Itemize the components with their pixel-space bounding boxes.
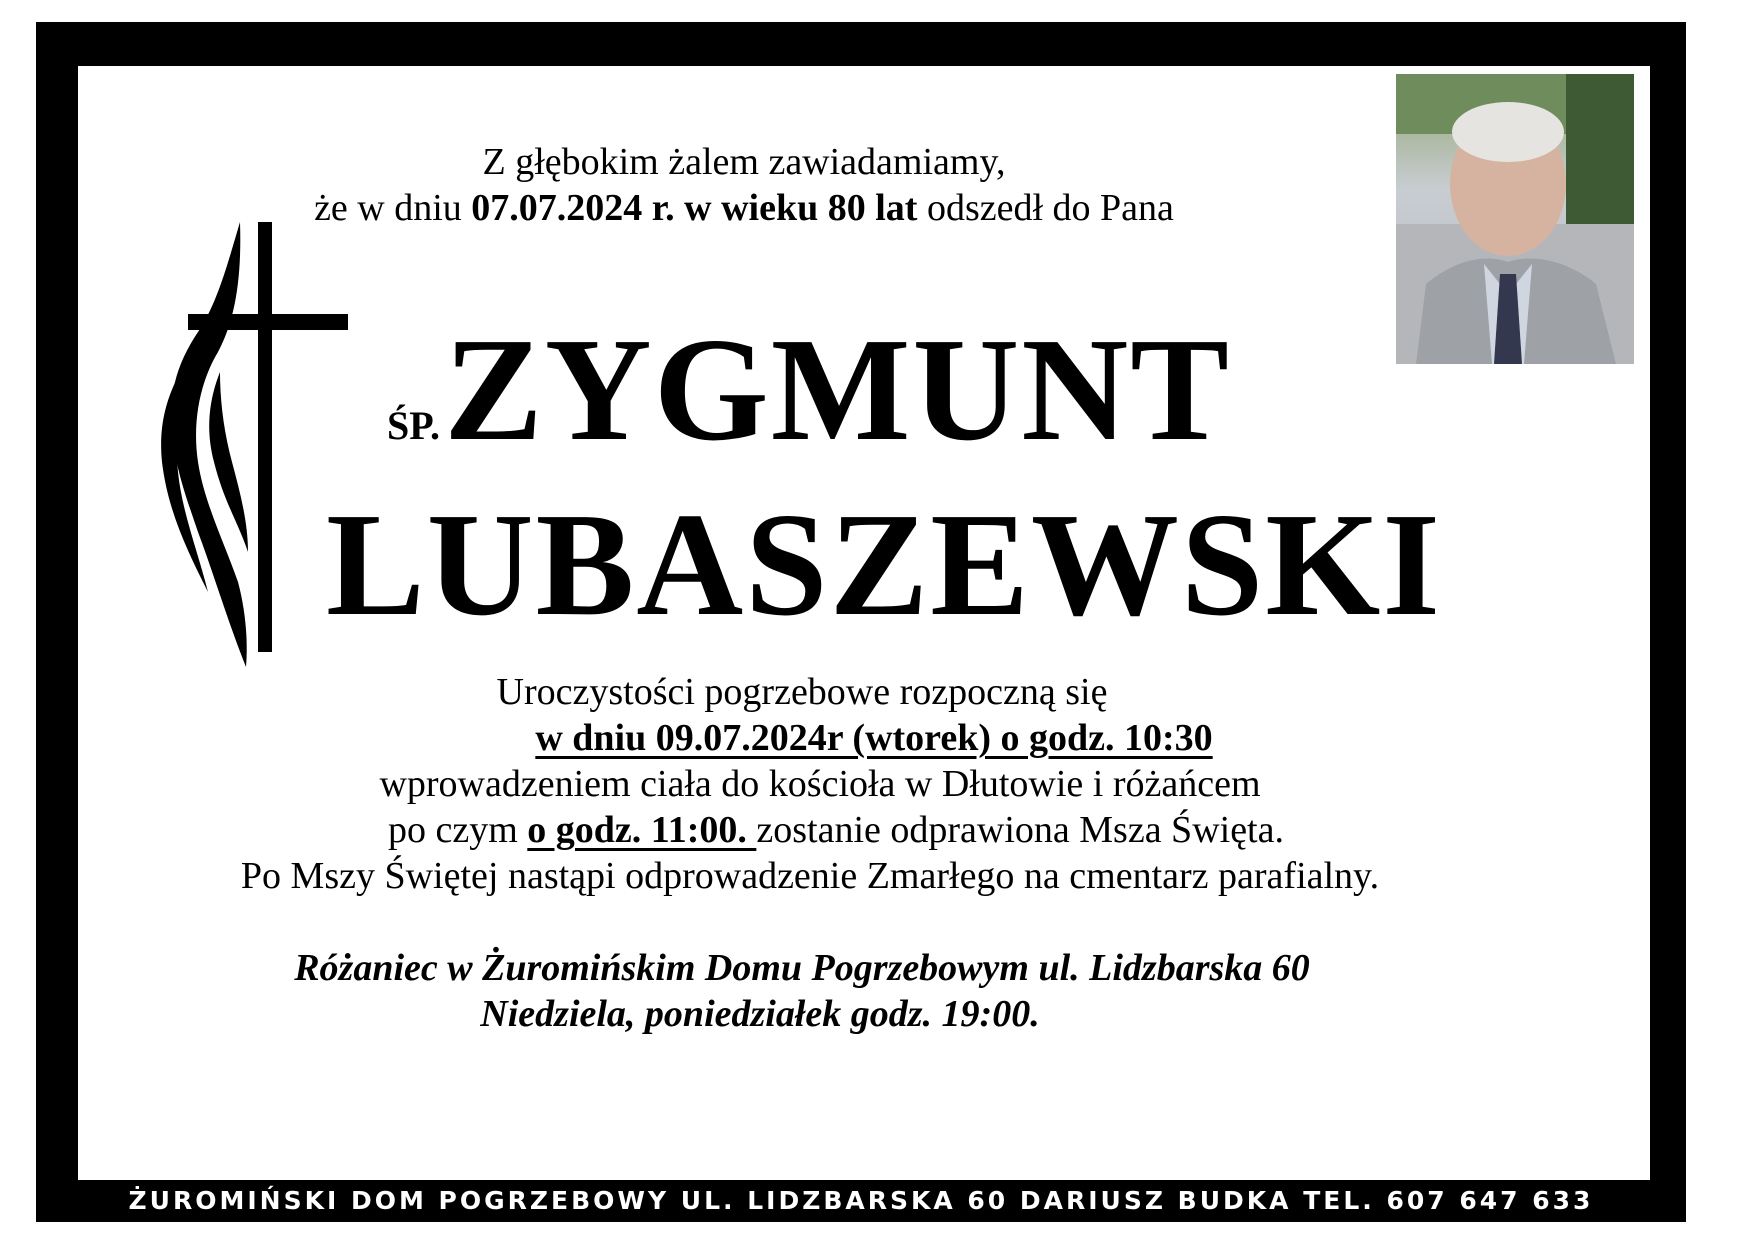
last-name: LUBASZEWSKI	[326, 483, 1442, 647]
portrait-photo	[1396, 74, 1634, 364]
ceremony-line-2	[88, 716, 1660, 760]
ceremony-line-4-pre: po czym	[388, 809, 528, 851]
portrait-figure-icon	[1396, 74, 1634, 364]
first-name: ZYGMUNT	[444, 308, 1231, 472]
ceremony-date-time: w dniu 09.07.2024r (wtorek) o godz. 10:30	[535, 717, 1213, 759]
ceremony-line-4-post: zostanie odprawiona Msza Święta.	[756, 809, 1284, 851]
mass-time: o godz. 11:00.	[527, 809, 757, 851]
ceremony-line-3: wprowadzeniem ciała do kościoła w Dłutowie i różańcem	[379, 763, 1261, 805]
ceremony-line-5: Po Mszy Świętej nastąpi odprowadzenie Zmarłego na cmentarz parafialny.	[240, 855, 1380, 897]
sp-prefix: ŚP.	[387, 403, 441, 448]
rosary-line-1: Różaniec w Żuromińskim Domu Pogrzebowym ul. Lidzbarska 60	[294, 947, 1310, 989]
footer-banner: ŻUROMIŃSKI DOM POGRZEBOWY UL. LIDZBARSKA 60 DARIUSZ BUDKA TEL. 607 647 633	[36, 1180, 1686, 1222]
cross-flame-icon	[158, 222, 358, 692]
intro-line-2-post: odszedł do Pana	[917, 187, 1174, 229]
death-date-age: 07.07.2024 r. w wieku 80 lat	[471, 187, 918, 229]
intro-line-2-pre: że w dniu	[314, 187, 472, 229]
ceremony-line-4	[50, 808, 1622, 852]
ceremony-line-1: Uroczystości pogrzebowe rozpoczną się	[496, 671, 1108, 713]
rosary-line-2: Niedziela, poniedziałek godz. 19:00.	[480, 993, 1040, 1035]
intro-line-1: Z głębokim żalem zawiadamiamy,	[482, 141, 1006, 183]
